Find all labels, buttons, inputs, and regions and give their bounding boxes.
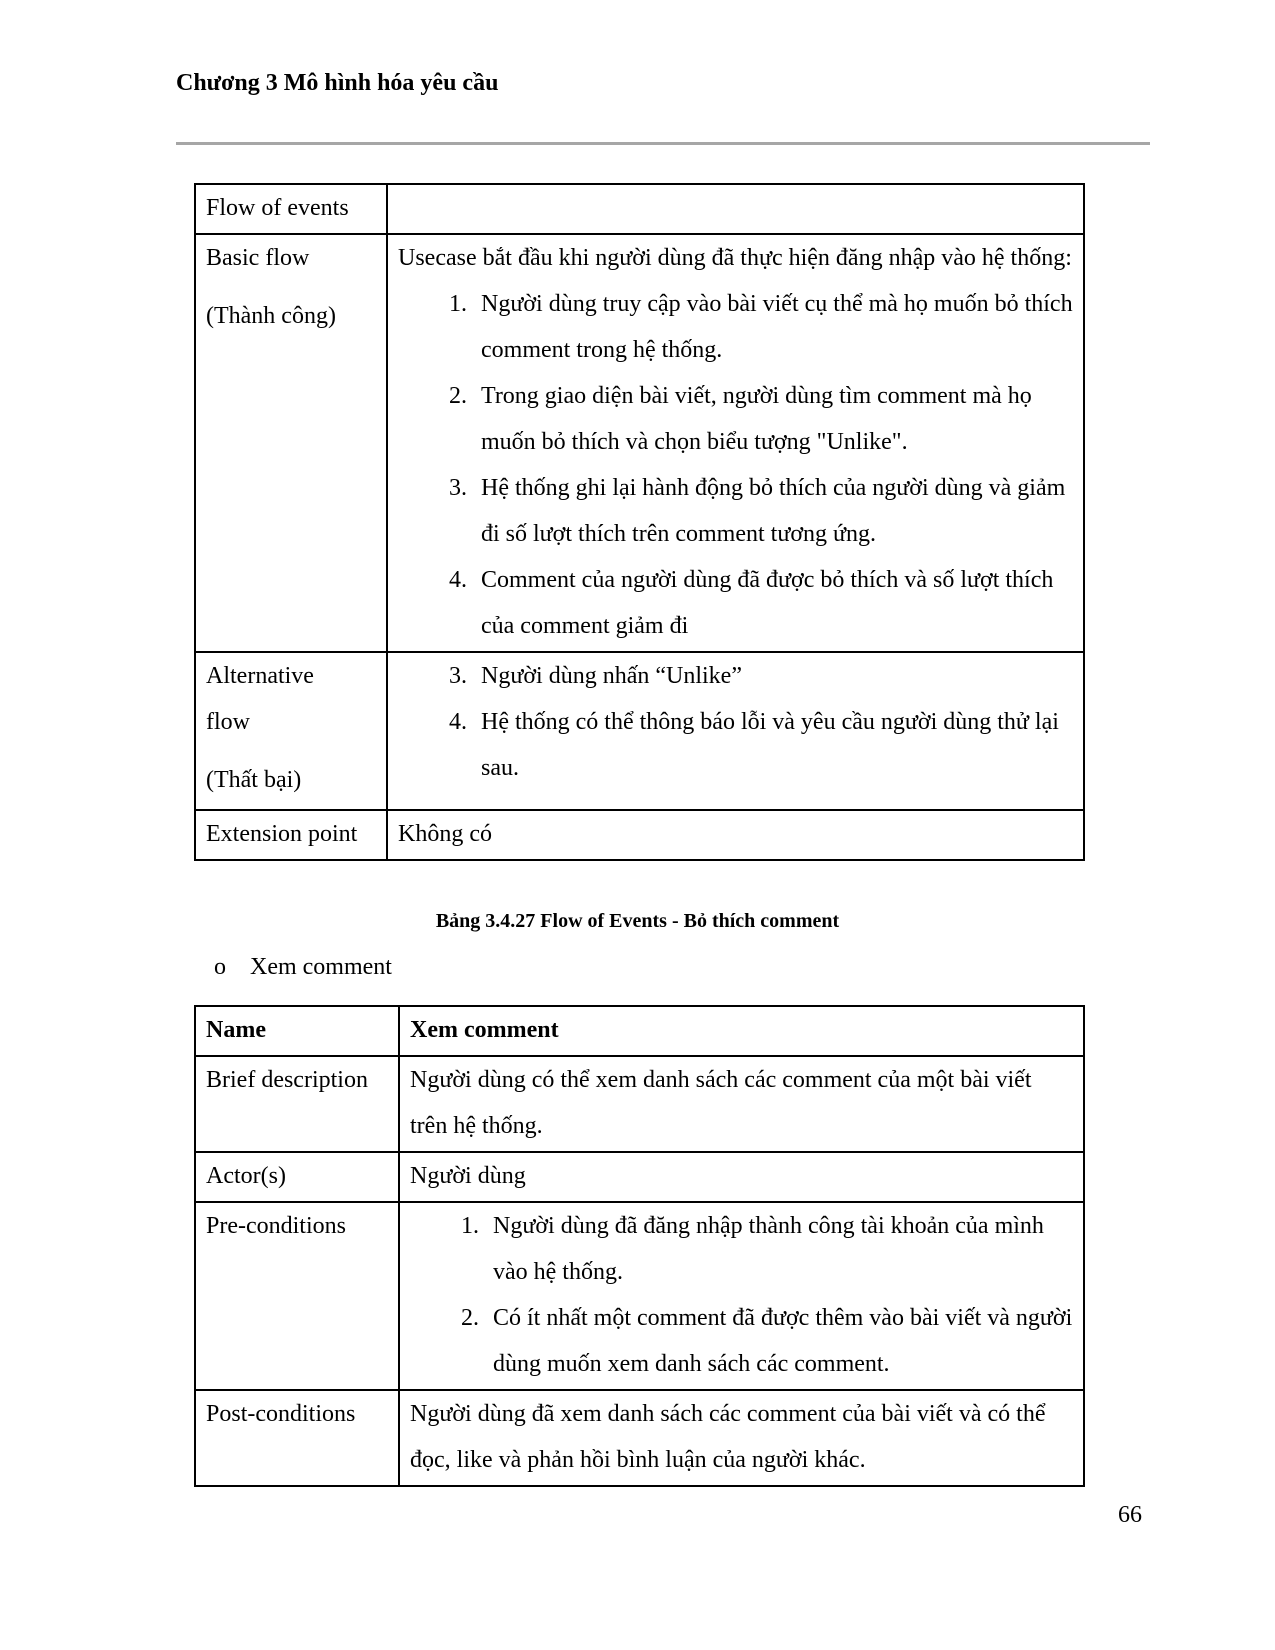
table-row [195, 184, 1084, 234]
row-label-post-conditions: Post-conditions [195, 1390, 399, 1486]
row-content-brief-description: Người dùng có thể xem danh sách các comment của một bài viết trên hệ thống. [399, 1056, 1084, 1152]
bullet-item-text: Xem comment [250, 954, 392, 980]
row-label-extension-point: Extension point [195, 810, 387, 860]
basic-flow-intro: Usecase bắt đầu khi người dùng đã thực hiện đăng nhập vào hệ thống: [398, 245, 1072, 271]
bullet-item [214, 954, 392, 981]
table-row [195, 234, 1084, 652]
label-line: (Thành công) [206, 303, 336, 329]
label-line: flow [206, 709, 250, 735]
label-line: Basic flow [206, 245, 310, 271]
chapter-title: Chương 3 Mô hình hóa yêu cầu [176, 70, 499, 96]
table-row [195, 1152, 1084, 1202]
list-item: 3. Người dùng nhấn “Unlike” [473, 653, 1073, 699]
list-item: 1. Người dùng đã đăng nhập thành công tài khoản của mình vào hệ thống. [485, 1203, 1073, 1295]
row-label-alternative-flow [195, 652, 387, 810]
row-content-extension-point: Không có [387, 810, 1084, 860]
list-item: 2. Trong giao diện bài viết, người dùng tìm comment mà họ muốn bỏ thích và chọn biểu tượng "Unlike". [473, 373, 1073, 465]
table-row [195, 1390, 1084, 1486]
circle-bullet-icon: o [214, 954, 226, 980]
row-content-actors: Người dùng [399, 1152, 1084, 1202]
row-content-basic-flow [387, 234, 1084, 652]
list-item: 1. Người dùng truy cập vào bài viết cụ thể mà họ muốn bỏ thích comment trong hệ thống. [473, 281, 1073, 373]
table-row [195, 1202, 1084, 1390]
table-caption: Bảng 3.4.27 Flow of Events - Bỏ thích comment [435, 910, 840, 932]
row-content-post-conditions: Người dùng đã xem danh sách các comment của bài viết và có thể đọc, like và phản hồi bình luận của người khác. [399, 1390, 1084, 1486]
row-label-flow-of-events: Flow of events [195, 184, 387, 234]
list-item: 2. Có ít nhất một comment đã được thêm vào bài viết và người dùng muốn xem danh sách các comment. [485, 1295, 1073, 1387]
label-line: Alternative [206, 663, 314, 689]
row-label-actors: Actor(s) [195, 1152, 399, 1202]
page-number: 66 [1118, 1502, 1142, 1528]
row-label-name: Name [195, 1006, 399, 1056]
row-content-flow-of-events [387, 184, 1084, 234]
row-label-pre-conditions: Pre-conditions [195, 1202, 399, 1390]
flow-of-events-table [194, 183, 1085, 861]
list-item: 3. Hệ thống ghi lại hành động bỏ thích của người dùng và giảm đi số lượt thích trên comment tương ứng. [473, 465, 1073, 557]
label-line: (Thất bại) [206, 767, 302, 793]
row-content-name: Xem comment [399, 1006, 1084, 1056]
row-label-basic-flow [195, 234, 387, 652]
table-row [195, 652, 1084, 810]
list-item: 4. Comment của người dùng đã được bỏ thích và số lượt thích của comment giảm đi [473, 557, 1073, 649]
view-comment-usecase-table [194, 1005, 1085, 1487]
header-rule [176, 142, 1150, 145]
pre-conditions-list [410, 1203, 1073, 1387]
list-item: 4. Hệ thống có thể thông báo lỗi và yêu cầu người dùng thử lại sau. [473, 699, 1073, 791]
basic-flow-steps [398, 281, 1073, 649]
alternative-flow-steps [398, 653, 1073, 791]
row-label-brief-description: Brief description [195, 1056, 399, 1152]
table-row [195, 810, 1084, 860]
table-row [195, 1006, 1084, 1056]
row-content-alternative-flow [387, 652, 1084, 810]
table-row [195, 1056, 1084, 1152]
row-content-pre-conditions [399, 1202, 1084, 1390]
